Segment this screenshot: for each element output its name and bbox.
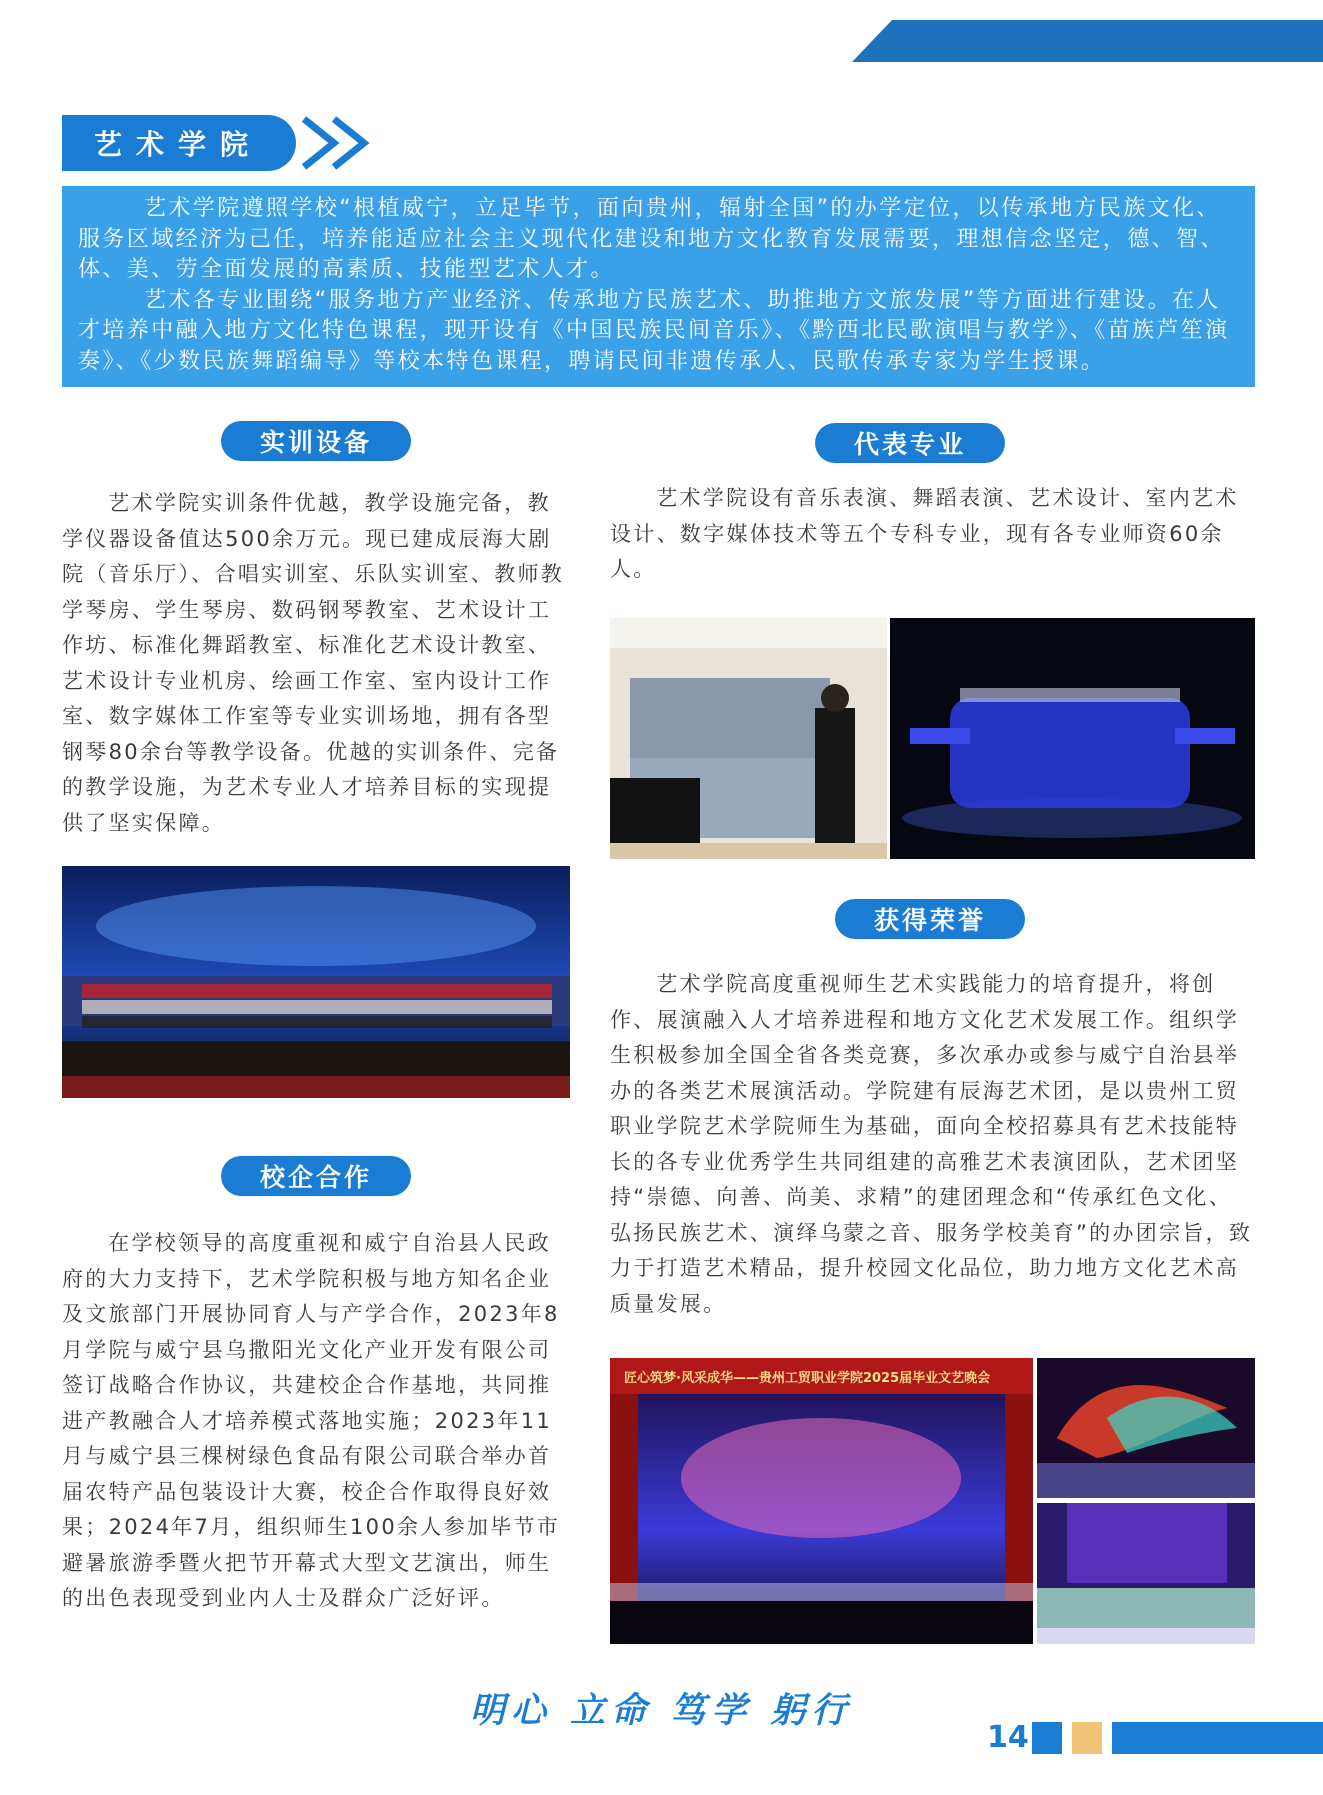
footer-motto: 明心 立命 笃学 躬行	[470, 1691, 853, 1731]
photo-graduation-gala	[610, 1358, 1033, 1644]
cooperation-paragraph: 在学校领导的高度重视和威宁自治县人民政府的大力支持下，艺术学院积极与地方知名企业及文旅部门开展协同育人与产学合作，2023年8月学院与威宁县乌撒阳光文化产业开发有限公司签订战略合作协议，共建校企合作基地，共同推进产教融合人才培养模式落地实施；2023年11月与威宁县三棵树绿色食品有限公司联合举办首届农特产品包装设计大赛，校企合作取得良好效果；2024年7月，组织师生100余人参加毕节市避暑旅游季暨火把节开幕式大型文艺演出，师生的出色表现受到业内人士及群众广泛好评。	[62, 1231, 561, 1610]
heading-majors: 代表专业	[815, 423, 1005, 463]
footer-square-gold	[1072, 1722, 1102, 1754]
training-paragraph: 艺术学院实训条件优越，教学设施完备，教学仪器设备值达500余万元。现已建成辰海大剧院（音乐厅）、合唱实训室、乐队实训室、教师教学琴房、学生琴房、数码钢琴教室、艺术设计工作坊、标准化舞蹈教室、标准化艺术设计教室、艺术设计专业机房、绘画工作室、室内设计工作室、数字媒体工作室等专业实训场地，拥有各型钢琴80余台等教学设备。优越的实训条件、完备的教学设施，为艺术专业人才培养目标的实现提供了坚实保障。	[62, 491, 565, 835]
footer-bar	[1112, 1722, 1323, 1754]
training-text	[62, 486, 570, 841]
majors-paragraph: 艺术学院设有音乐表演、舞蹈表演、艺术设计、室内艺术设计、数字媒体技术等五个专科专业，现有各专业师资60余人。	[610, 486, 1239, 581]
heading-honors: 获得荣誉	[835, 899, 1025, 939]
photo-stage-performance	[62, 866, 570, 1098]
cooperation-text	[62, 1226, 570, 1617]
heading-cooperation: 校企合作	[221, 1156, 411, 1196]
majors-text	[610, 481, 1255, 588]
heading-training: 实训设备	[221, 421, 411, 461]
photo-dance-blue-costumes	[890, 618, 1255, 859]
honors-text	[610, 967, 1255, 1322]
page-number: 14	[987, 1720, 1029, 1755]
double-chevron-icon	[300, 113, 380, 173]
top-banner-bar	[852, 20, 1323, 62]
gala-banner-text: 匠心筑梦·风采成华——贵州工贸职业学院2025届毕业文艺晚会	[624, 1371, 991, 1386]
photo-choir-conductor	[610, 618, 887, 859]
intro-paragraph: 艺术学院遵照学校“根植威宁，立足毕节，面向贵州，辐射全国”的办学定位，以传承地方民族文化、服务区域经济为己任，培养能适应社会主义现代化建设和地方文化教育发展需要，理想信念坚定，德、智、体、美、劳全面发展的高素质、技能型艺术人才。	[78, 196, 1225, 282]
footer-square-blue	[1032, 1722, 1062, 1754]
page-title: 艺术学院	[94, 128, 263, 161]
honors-paragraph: 艺术学院高度重视师生艺术实践能力的培育提升，将创作、展演融入人才培养进程和地方文化艺术发展工作。组织学生积极参加全国全省各类竞赛，多次承办或参与威宁自治县举办的各类艺术展演活动。学院建有辰海艺术团，是以贵州工贸职业学院艺术学院师生为基础，面向全校招募具有艺术技能特长的各专业优秀学生共同组建的高雅艺术表演团队，艺术团坚持“崇德、向善、尚美、求精”的建团理念和“传承红色文化、弘扬民族艺术、演绎乌蒙之音、服务学校美育”的办团宗旨，致力于打造艺术精品，提升校园文化品位，助力地方文化艺术高质量发展。	[610, 972, 1253, 1316]
section-title-tab	[62, 115, 296, 171]
photo-dance-flame-backdrop	[1037, 1358, 1255, 1498]
intro-box	[62, 186, 1255, 387]
intro-paragraph: 艺术各专业围绕“服务地方产业经济、传承地方民族艺术、助推地方文旅发展”等方面进行建设。在人才培养中融入地方文化特色课程，现开设有《中国民族民间音乐》、《黔西北民歌演唱与教学》、《苗族芦笙演奏》、《少数民族舞蹈编导》等校本特色课程，聘请民间非遗传承人、民歌传承专家为学生授课。	[78, 287, 1230, 374]
photo-dance-green-costumes	[1037, 1503, 1255, 1644]
